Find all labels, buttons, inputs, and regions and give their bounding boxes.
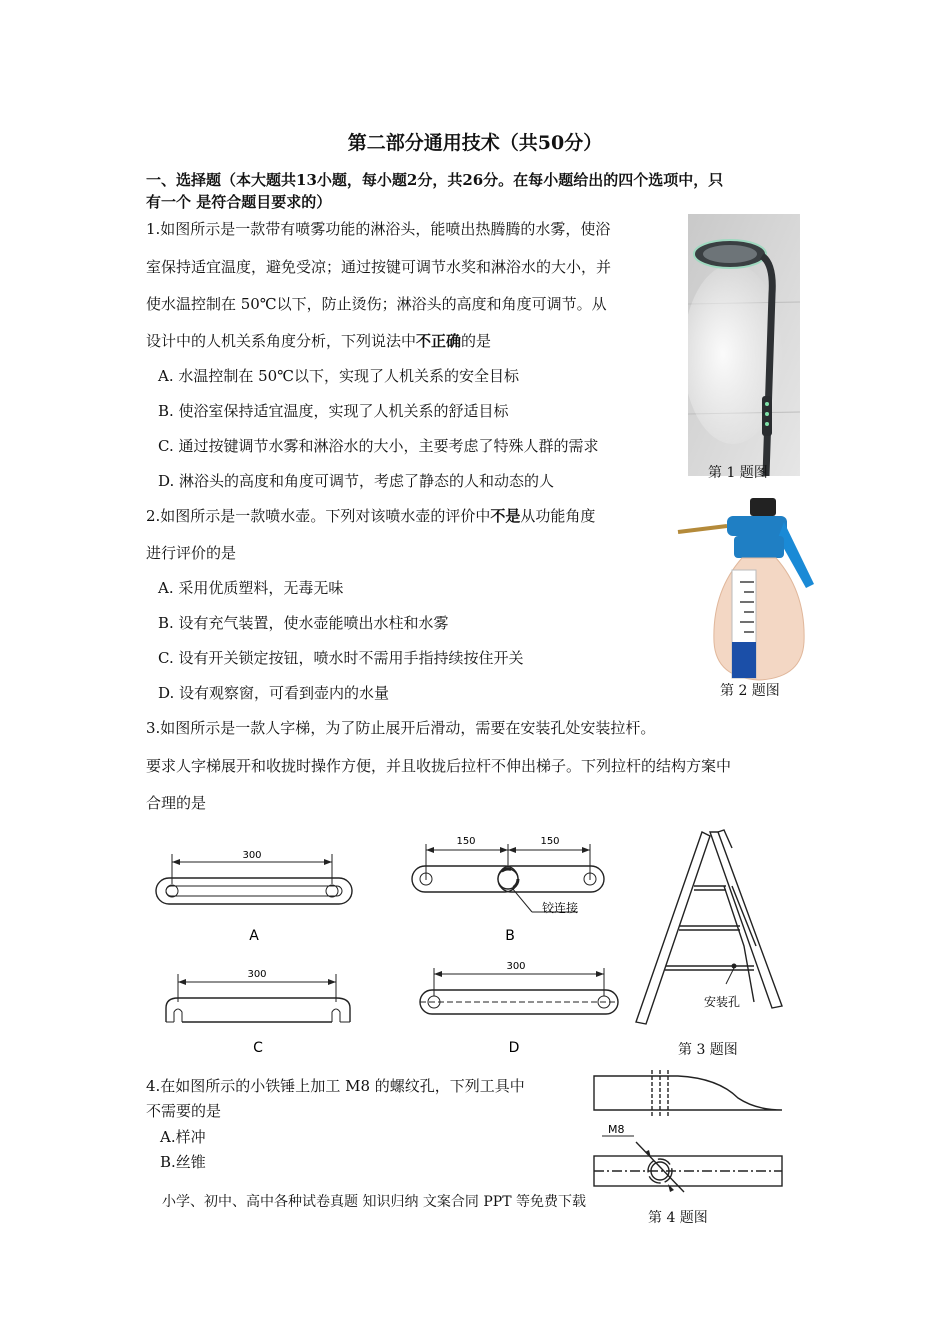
- footer-note: 小学、初中、高中各种试卷真题 知识归纳 文案合同 PPT 等免费下载: [162, 1194, 586, 1210]
- option-d-label: D: [508, 1040, 520, 1056]
- q1-line-1: 1.如图所示是一款带有喷雾功能的淋浴头，能喷出热腾腾的水雾，使浴: [146, 220, 611, 238]
- option-c-drawing: [150, 962, 360, 1062]
- thread-size-label: M8: [608, 1123, 625, 1136]
- q1-line-2: 室保持适宜温度，避免受凉；通过按键可调节水奖和淋浴水的大小，并: [146, 258, 612, 276]
- spray-bottle-image: [672, 492, 817, 684]
- q1-option-b: B. 使浴室保持适宜温度，实现了人机关系的舒适目标: [158, 402, 509, 420]
- q2-option-c: C. 设有开关锁定按钮，喷水时不需用手指持续按住开关: [158, 649, 524, 667]
- section-heading: [146, 169, 816, 213]
- q3-line-1: 3.如图所示是一款人字梯，为了防止展开后滑动，需要在安装孔处安装拉杆。: [146, 719, 656, 737]
- q2-line-1-pre: 2.如图所示是一款喷水壶。下列对该喷水壶的评价中: [146, 507, 491, 525]
- q4-line-2: 不需要的是: [146, 1102, 222, 1120]
- q1-line-4-pre: 设计中的人机关系角度分析，下列说法中: [146, 332, 417, 350]
- q2-option-d: D. 设有观察窗，可看到壶内的水量: [158, 684, 390, 702]
- page-title: 第二部分通用技术（共50分）: [347, 132, 603, 154]
- q1-option-c: C. 通过按键调节水雾和淋浴水的大小，主要考虑了特殊人群的需求: [158, 437, 599, 455]
- option-b-label: B: [505, 928, 515, 944]
- q4-figure-caption: 第 4 题图: [648, 1210, 708, 1226]
- q2-line-2: 进行评价的是: [146, 544, 237, 562]
- option-d-dimension: 300: [506, 961, 526, 972]
- q2-line-1-post: 从功能角度: [520, 507, 596, 525]
- shower-head-image: [688, 214, 800, 476]
- ladder-drawing: [632, 826, 792, 1036]
- q2-line-1: [146, 506, 595, 526]
- q1-figure-caption: 第 1 题图: [708, 465, 768, 481]
- q3-figure-caption: 第 3 题图: [678, 1042, 738, 1058]
- option-b-drawing: [408, 830, 638, 950]
- q1-option-d: D. 淋浴头的高度和角度可调节，考虑了静态的人和动态的人: [158, 472, 555, 490]
- option-c-label: C: [253, 1040, 263, 1056]
- q1-emphasis: 不正确: [416, 332, 462, 350]
- q4-option-b: B.丝锥: [160, 1153, 206, 1171]
- q1-line-4-post: 的是: [461, 332, 492, 350]
- q2-figure-caption: 第 2 题图: [720, 683, 780, 699]
- option-b-hinge-note: 铰连接: [542, 901, 579, 915]
- q1-option-a: A. 水温控制在 50℃以下，实现了人机关系的安全目标: [158, 367, 520, 385]
- option-c-dimension: 300: [247, 969, 267, 980]
- q2-option-a: A. 采用优质塑料，无毒无味: [158, 579, 344, 597]
- option-b-dimension-2: 150: [540, 836, 560, 847]
- section-line-1: 一、选择题（本大题共13小题，每小题2分，共26分。在每小题给出的四个选项中，只: [146, 171, 724, 189]
- option-d-drawing: [412, 956, 632, 1062]
- option-a-dimension: 300: [242, 850, 262, 861]
- option-a-drawing: [150, 840, 360, 950]
- q2-emphasis: 不是: [490, 507, 521, 525]
- q4-option-a: A.样冲: [160, 1128, 206, 1146]
- option-a-label: A: [249, 928, 259, 944]
- q4-line-1: 4.在如图所示的小铁锤上加工 M8 的螺纹孔，下列工具中: [146, 1077, 525, 1095]
- q1-line-3: 使水温控制在 50℃以下，防止烫伤；淋浴头的高度和角度可调节。从: [146, 295, 607, 313]
- hammer-drawing: [588, 1070, 788, 1200]
- section-line-2: 有一个 是符合题目要求的）: [146, 193, 332, 211]
- ladder-mounting-hole-label: 安装孔: [704, 995, 741, 1009]
- option-b-dimension-1: 150: [456, 836, 476, 847]
- q2-option-b: B. 设有充气装置，使水壶能喷出水柱和水雾: [158, 614, 449, 632]
- q3-line-2: 要求人字梯展开和收拢时操作方便，并且收拢后拉杆不伸出梯子。下列拉杆的结构方案中: [146, 757, 732, 775]
- q1-line-4: [146, 331, 491, 351]
- q3-line-3: 合理的是: [146, 794, 207, 812]
